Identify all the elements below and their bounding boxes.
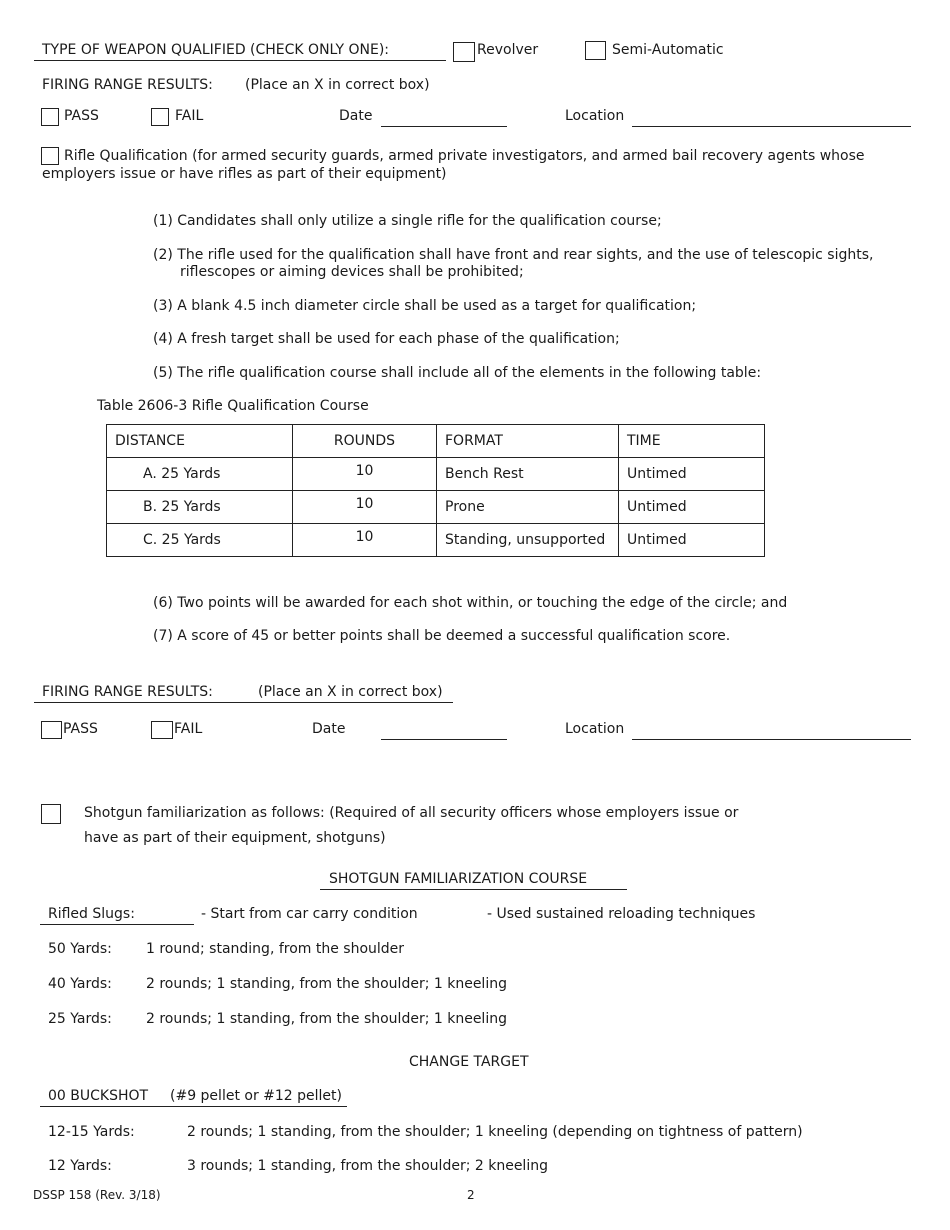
header-format: FORMAT bbox=[437, 425, 619, 458]
rifle-item-1: (1) Candidates shall only utilize a single rifle for the qualification course; bbox=[153, 213, 662, 229]
cell-distance: A. 25 Yards bbox=[107, 458, 293, 491]
header-rounds: ROUNDS bbox=[293, 425, 437, 458]
location-field-2[interactable] bbox=[632, 721, 911, 740]
location-label: Location bbox=[565, 108, 625, 124]
fail-label-2: FAIL bbox=[174, 721, 203, 737]
table-header-row bbox=[107, 425, 765, 458]
rifle-item-6: (6) Two points will be awarded for each shot within, or touching the edge of the circle; and bbox=[153, 595, 788, 611]
rifle-qualification-intro: Rifle Qualification (for armed security guards, armed private investigators, and armed bail recovery agents whose employers issue or have rifles as part of their equipment) bbox=[42, 148, 865, 182]
date-label-2: Date bbox=[312, 721, 346, 737]
weapon-type-underline bbox=[34, 60, 446, 61]
cell-format: Bench Rest bbox=[437, 458, 619, 491]
rifle-item-5: (5) The rifle qualification course shall include all of the elements in the following table: bbox=[153, 365, 762, 381]
slug-desc-25: 2 rounds; 1 standing, from the shoulder; 1 kneeling bbox=[146, 1011, 507, 1027]
slug-desc-40: 2 rounds; 1 standing, from the shoulder; 1 kneeling bbox=[146, 976, 507, 992]
fail-label: FAIL bbox=[175, 108, 204, 124]
rifle-item-2-cont: riflescopes or aiming devices shall be prohibited; bbox=[180, 264, 524, 280]
rifle-item-7: (7) A score of 45 or better points shall be deemed a successful qualification score. bbox=[153, 628, 731, 644]
slug-desc-50: 1 round; standing, from the shoulder bbox=[146, 941, 405, 957]
revolver-checkbox[interactable] bbox=[453, 42, 475, 62]
header-time: TIME bbox=[619, 425, 765, 458]
semi-automatic-checkbox[interactable] bbox=[585, 41, 606, 60]
shotgun-familiarization-checkbox[interactable] bbox=[41, 804, 61, 824]
course-title-underline bbox=[320, 889, 627, 890]
pass-label-2: PASS bbox=[63, 721, 98, 737]
pass-checkbox[interactable] bbox=[41, 108, 59, 126]
rifle-item-3: (3) A blank 4.5 inch diameter circle shall be used as a target for qualification; bbox=[153, 298, 697, 314]
slugs-note-carry: - Start from car carry condition bbox=[201, 906, 418, 922]
table-row bbox=[107, 491, 765, 524]
slugs-note-reload: - Used sustained reloading techniques bbox=[487, 906, 756, 922]
rifled-slugs-underline bbox=[40, 924, 194, 925]
firing-results-title: FIRING RANGE RESULTS: bbox=[42, 77, 213, 93]
header-distance: DISTANCE bbox=[107, 425, 293, 458]
date-label: Date bbox=[339, 108, 373, 124]
shotgun-intro-line-2: have as part of their equipment, shotguns) bbox=[84, 830, 386, 846]
table-caption: Table 2606-3 Rifle Qualification Course bbox=[97, 398, 369, 414]
revolver-label: Revolver bbox=[477, 42, 539, 58]
rifle-qualification-table bbox=[106, 424, 765, 557]
cell-rounds: 10 bbox=[293, 458, 437, 491]
weapon-type-label: TYPE OF WEAPON QUALIFIED (CHECK ONLY ONE): bbox=[42, 42, 390, 58]
form-id: DSSP 158 (Rev. 3/18) bbox=[33, 1188, 161, 1202]
cell-time: Untimed bbox=[619, 458, 765, 491]
cell-rounds: 10 bbox=[293, 491, 437, 524]
buck-distance-12: 12 Yards: bbox=[48, 1158, 112, 1174]
cell-distance: C. 25 Yards bbox=[107, 524, 293, 557]
table-row bbox=[107, 524, 765, 557]
slug-distance-25: 25 Yards: bbox=[48, 1011, 112, 1027]
cell-time: Untimed bbox=[619, 524, 765, 557]
pass-label: PASS bbox=[64, 108, 99, 124]
shotgun-intro-line-1: Shotgun familiarization as follows: (Required of all security officers whose employers issue or bbox=[84, 805, 739, 821]
firing-results-underline bbox=[34, 702, 453, 703]
buck-desc-12: 3 rounds; 1 standing, from the shoulder; 2 kneeling bbox=[187, 1158, 548, 1174]
cell-rounds: 10 bbox=[293, 524, 437, 557]
rifle-item-2: (2) The rifle used for the qualification shall have front and rear sights, and the use of telescopic sights, bbox=[153, 247, 874, 263]
location-label-2: Location bbox=[565, 721, 625, 737]
semi-automatic-label: Semi-Automatic bbox=[612, 42, 724, 58]
fail-checkbox-2[interactable] bbox=[151, 721, 173, 739]
buck-distance-12-15: 12-15 Yards: bbox=[48, 1124, 135, 1140]
fail-checkbox[interactable] bbox=[151, 108, 169, 126]
firing-results-title-2: FIRING RANGE RESULTS: bbox=[42, 684, 213, 700]
buckshot-note: (#9 pellet or #12 pellet) bbox=[170, 1088, 342, 1104]
firing-results-note-2: (Place an X in correct box) bbox=[258, 684, 443, 700]
firing-results-note: (Place an X in correct box) bbox=[245, 77, 430, 93]
rifle-item-4: (4) A fresh target shall be used for each phase of the qualification; bbox=[153, 331, 620, 347]
pass-checkbox-2[interactable] bbox=[41, 721, 62, 739]
slug-distance-40: 40 Yards: bbox=[48, 976, 112, 992]
date-field[interactable] bbox=[381, 108, 507, 127]
page-number: 2 bbox=[467, 1188, 475, 1202]
buck-desc-12-15: 2 rounds; 1 standing, from the shoulder; 1 kneeling (depending on tightness of pattern) bbox=[187, 1124, 803, 1140]
change-target-heading: CHANGE TARGET bbox=[409, 1054, 529, 1070]
cell-format: Prone bbox=[437, 491, 619, 524]
location-field[interactable] bbox=[632, 108, 911, 127]
date-field-2[interactable] bbox=[381, 721, 507, 740]
buckshot-label: 00 BUCKSHOT bbox=[48, 1088, 149, 1104]
cell-time: Untimed bbox=[619, 491, 765, 524]
slug-distance-50: 50 Yards: bbox=[48, 941, 112, 957]
rifled-slugs-label: Rifled Slugs: bbox=[48, 906, 135, 922]
shotgun-course-title: SHOTGUN FAMILIARIZATION COURSE bbox=[329, 871, 588, 887]
cell-format: Standing, unsupported bbox=[437, 524, 619, 557]
buckshot-underline bbox=[40, 1106, 347, 1107]
table-row bbox=[107, 458, 765, 491]
cell-distance: B. 25 Yards bbox=[107, 491, 293, 524]
